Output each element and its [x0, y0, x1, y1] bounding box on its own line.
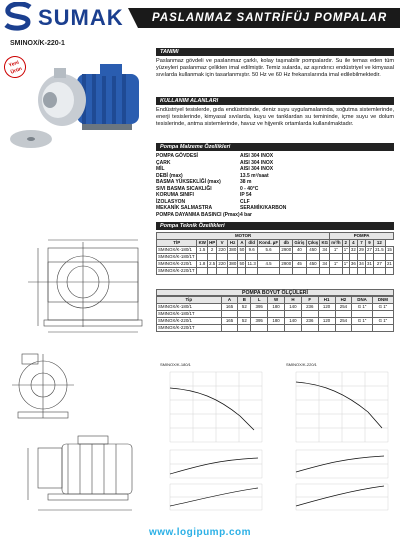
column-header: 12: [373, 240, 385, 247]
column-header: Kond. µF: [259, 240, 279, 245]
spec-value: 13.5 m³/saat: [240, 172, 269, 179]
table-cell: [357, 268, 365, 275]
table-cell: 120: [318, 318, 335, 325]
table-cell: [372, 325, 393, 332]
brand-name: SUMAK: [38, 5, 124, 30]
table-cell: 1": [343, 247, 348, 252]
table-cell: 236: [301, 318, 318, 325]
table-cell: [318, 325, 335, 332]
table-row: [157, 318, 394, 325]
table-cell: [373, 268, 385, 275]
table-cell: 220: [218, 261, 226, 266]
performance-chart-left: [158, 370, 270, 518]
table-cell: 380: [228, 261, 237, 266]
table-cell: 1.8: [197, 261, 208, 268]
table-cell: 2900: [281, 247, 292, 252]
spec-value: CLF: [240, 198, 250, 205]
table-cell: 2900: [281, 261, 292, 266]
table-cell: [238, 268, 246, 275]
table-cell: [352, 311, 372, 318]
table-cell: [197, 254, 208, 261]
column-header: Hz: [227, 240, 238, 247]
table-cell: [251, 311, 268, 318]
table-cell: [257, 254, 279, 261]
column-header: F: [301, 297, 318, 304]
table-cell: 254: [335, 304, 352, 311]
table-cell: SMINOX/K-180/1T: [157, 254, 197, 261]
column-header: H2: [335, 297, 352, 304]
table-cell: [357, 254, 365, 261]
table-cell: 120: [318, 304, 335, 311]
table-cell: [251, 325, 268, 332]
power-curve: [170, 458, 258, 474]
table-cell: 220: [218, 247, 226, 252]
table-cell: G 1": [352, 318, 372, 325]
column-header: db: [280, 240, 293, 247]
header: [0, 0, 400, 38]
table-cell: [372, 311, 393, 318]
table-cell: 1.5: [197, 247, 208, 254]
new-product-stamp: Yeni Ürün: [1, 53, 29, 81]
column-header: DNM: [372, 297, 393, 304]
table-cell: [238, 311, 251, 318]
table-cell: [221, 325, 238, 332]
table-cell: 450: [306, 261, 320, 268]
table-cell: SMINOX/K-180/1: [157, 304, 222, 311]
spec-key: ÇARK: [156, 159, 171, 166]
table-cell: 180: [268, 304, 285, 311]
table-cell: 2.5: [209, 261, 216, 266]
model-label: SMINOX/K-220-1: [10, 40, 65, 47]
table-cell: 34: [320, 261, 330, 268]
section-tanim-title: TANIMI: [156, 48, 394, 56]
table-cell: SMINOX/K-220/1T: [157, 325, 222, 332]
spec-key: POMPA GÖVDESİ: [156, 153, 198, 159]
table-cell: 36: [350, 261, 356, 266]
section-kullanim-text: Endüstriyel tesislerde, gıda endüstrisinde, deniz suyu uygulamalarında, soğutma sistemlerinde, enerji tesislerinde, kimyasal sıvılarda, kuyu ve tanklardan su temininde, içme suyu ve dolum tesislerinde, antma sistemlerinde, havuz ve hijyenik ortamlarda kullanılmaktadır.: [156, 107, 394, 128]
table-group-row: [157, 233, 394, 240]
pump-top-drawing: [8, 340, 148, 520]
table-cell: [217, 254, 228, 261]
table-header-row: [157, 297, 394, 304]
spec-value: AISI 304 INOX: [240, 159, 274, 166]
table-cell: [306, 254, 320, 261]
table-cell: 34: [320, 247, 330, 254]
table-cell: 45: [293, 261, 306, 268]
footer-url[interactable]: www.logipump.com: [148, 527, 252, 538]
table-cell: [227, 254, 238, 261]
column-header: KW: [198, 240, 206, 245]
table-cell: [385, 268, 393, 275]
table-row: [157, 304, 394, 311]
table-cell: 254: [335, 318, 352, 325]
table-cell: [335, 325, 352, 332]
table-cell: 52: [238, 318, 251, 325]
table-cell: [330, 268, 343, 275]
spec-value: 4 bar: [240, 211, 252, 218]
table-cell: 21: [386, 261, 392, 266]
spec-value: SERAMİK/KARBON: [240, 205, 287, 211]
table-cell: [221, 311, 238, 318]
performance-chart-right: [284, 370, 396, 518]
table-cell: [318, 311, 335, 318]
column-header: d/d: [246, 240, 257, 247]
table-cell: SMINOX/K-220/1T: [157, 268, 197, 275]
table-cell: 395: [251, 318, 268, 325]
table-cell: [246, 254, 257, 261]
head-curve: [170, 388, 254, 430]
spec-key: POMPA DAYANMA BASINCI (Pmax): [156, 211, 240, 218]
table-cell: [246, 268, 257, 275]
material-specs: [156, 153, 394, 218]
table-cell: [293, 268, 306, 275]
column-header: KG: [321, 240, 329, 245]
spec-value: 38 m: [240, 179, 252, 185]
section-teknik-title: Pompa Teknik Özellikleri: [156, 222, 394, 230]
spec-key: DEBİ (max): [156, 172, 183, 179]
table-cell: 1": [330, 261, 343, 268]
table-row: [157, 254, 394, 261]
table-cell: [208, 268, 217, 275]
table-cell: 31: [367, 261, 372, 266]
table-row: [157, 325, 394, 332]
table-cell: 15: [386, 247, 392, 252]
impeller-icon: [8, 128, 54, 150]
table-cell: 27: [367, 247, 372, 252]
table-cell: [238, 254, 246, 261]
table-cell: [284, 325, 301, 332]
table-cell: SMINOX/K-220/1: [157, 261, 197, 268]
table-cell: [306, 268, 320, 275]
table-cell: [349, 254, 357, 261]
table-cell: 27: [373, 261, 385, 268]
table-cell: [373, 254, 385, 261]
column-header: Tip: [157, 297, 222, 304]
table-cell: [335, 311, 352, 318]
column-header: L: [251, 297, 268, 304]
table-cell: [280, 268, 293, 275]
column-header: TİP: [157, 240, 197, 247]
table-cell: [268, 325, 285, 332]
spec-value: 0 - 40°C: [240, 185, 259, 192]
column-header: 4: [349, 240, 357, 247]
table-cell: [385, 254, 393, 261]
table-cell: 4.5: [257, 261, 279, 268]
table-cell: 34: [358, 261, 364, 266]
table-cell: [301, 325, 318, 332]
table-cell: 9.6: [246, 247, 257, 254]
table-cell: [257, 268, 279, 275]
sumak-logo: [2, 2, 132, 32]
table-cell: [330, 254, 343, 261]
table-cell: 180: [268, 318, 285, 325]
section-tanim-text: Paslanmaz gövdeli ve paslanmaz çarklı, kolay taşınabilir pompalardır. Su ile temas eden tüm yüzeyleri paslanmaz çelikten imal edilmiştir. Temiz sularda, az aşındırıcı endüstriyel ve kimyasal sıvılarda kullanmak için tasarlanmıştır. 50 Hz ve 60 Hz frekanslarında imal edilebilmektedir.: [156, 58, 394, 79]
table-cell: 52: [238, 304, 251, 311]
column-header: 9: [365, 240, 373, 247]
table-cell: 2: [208, 247, 217, 254]
technical-table: [156, 232, 394, 275]
spec-value: AISI 304 INOX: [240, 166, 274, 172]
column-header: V: [217, 240, 228, 247]
table-cell: G 1": [372, 318, 393, 325]
table-cell: SMINOX/K-220/1: [157, 318, 222, 325]
table-cell: 450: [306, 247, 320, 254]
table-cell: 380: [228, 247, 237, 252]
dimension-table: [156, 296, 394, 332]
head-curve: [296, 382, 382, 428]
table-cell: 1": [330, 247, 343, 254]
column-header: 7: [357, 240, 365, 247]
table-cell: [301, 311, 318, 318]
table-cell: [365, 254, 373, 261]
table-row: [157, 261, 394, 268]
column-header: DNA: [352, 297, 372, 304]
column-header: A: [221, 297, 238, 304]
table-cell: G 1": [352, 304, 372, 311]
table-cell: [342, 254, 349, 261]
table-cell: [342, 268, 349, 275]
section-malzeme-title: Pompa Malzeme Özellikleri: [156, 143, 394, 151]
table-cell: 165: [221, 304, 238, 311]
chart-left-title: SMINOX/K-180/1: [160, 362, 191, 367]
table-cell: 40: [293, 247, 306, 254]
table-cell: [349, 268, 357, 275]
table-cell: [365, 268, 373, 275]
table-cell: [268, 311, 285, 318]
table-cell: [227, 268, 238, 275]
table-cell: [238, 325, 251, 332]
table-cell: [217, 268, 228, 275]
table-cell: [320, 254, 330, 261]
table-header-row: [157, 240, 394, 247]
column-header: 2: [342, 240, 349, 247]
table-cell: [320, 268, 330, 275]
table-cell: 1": [343, 261, 348, 266]
spec-key: İZOLASYON: [156, 198, 186, 205]
pump-side-drawing: [8, 232, 148, 340]
npsh-curve: [296, 486, 384, 506]
column-header: H1: [318, 297, 335, 304]
table-cell: G 1": [372, 304, 393, 311]
spec-value: IP 54: [240, 192, 252, 198]
table-cell: 29: [358, 247, 364, 252]
table-row: [157, 311, 394, 318]
table-cell: [280, 254, 293, 261]
dim-table-title: POMPA BOYUT ÖLÇÜLERİ: [156, 289, 394, 296]
table-cell: 11.3: [247, 261, 256, 266]
section-kullanim-title: KULLANIM ALANLARI: [156, 97, 394, 105]
table-cell: 50: [239, 261, 245, 266]
spec-row: [156, 212, 394, 219]
column-header: W: [268, 297, 285, 304]
column-header: Çıkış: [307, 240, 319, 245]
chart-right-title: SMINOX/K-220/1: [286, 362, 317, 367]
table-cell: [352, 325, 372, 332]
table-cell: [293, 254, 306, 261]
table-cell: 395: [251, 304, 268, 311]
column-header: B: [238, 297, 251, 304]
spec-key: SIVI BASMA SICAKLIĞI: [156, 185, 212, 192]
table-row: [157, 268, 394, 275]
column-header: HP: [209, 240, 216, 245]
group-motor: MOTOR: [157, 233, 330, 240]
table-cell: 140: [284, 318, 301, 325]
table-cell: 5.6: [257, 247, 279, 254]
sumak-s-logo-icon: [2, 2, 36, 32]
table-cell: SMINOX/K-180/1T: [157, 311, 222, 318]
spec-value: AISI 304 INOX: [240, 153, 274, 159]
column-header: A: [238, 240, 246, 247]
page-banner: PASLANMAZ SANTRİFÜJ POMPALAR: [138, 8, 400, 28]
table-cell: 32: [350, 247, 356, 252]
spec-key: MEKANİK SALMASTRA: [156, 205, 213, 211]
table-row: [157, 247, 394, 254]
table-cell: [208, 254, 217, 261]
spec-key: KORUMA SINIFI: [156, 192, 194, 198]
spec-key: BASMA YÜKSEKLİĞİ (max): [156, 179, 221, 185]
table-cell: 236: [301, 304, 318, 311]
table-cell: [284, 311, 301, 318]
table-cell: [197, 268, 208, 275]
table-cell: 165: [221, 318, 238, 325]
table-cell: 21.5: [375, 247, 384, 252]
table-cell: 140: [284, 304, 301, 311]
column-header: m³/h: [331, 240, 341, 245]
group-pompa: POMPA: [330, 233, 394, 240]
spec-key: MİL: [156, 166, 165, 172]
column-header: Giriş: [294, 240, 305, 245]
column-header: H: [284, 297, 301, 304]
table-cell: SMINOX/K-180/1: [157, 247, 197, 254]
table-cell: 50: [239, 247, 245, 252]
